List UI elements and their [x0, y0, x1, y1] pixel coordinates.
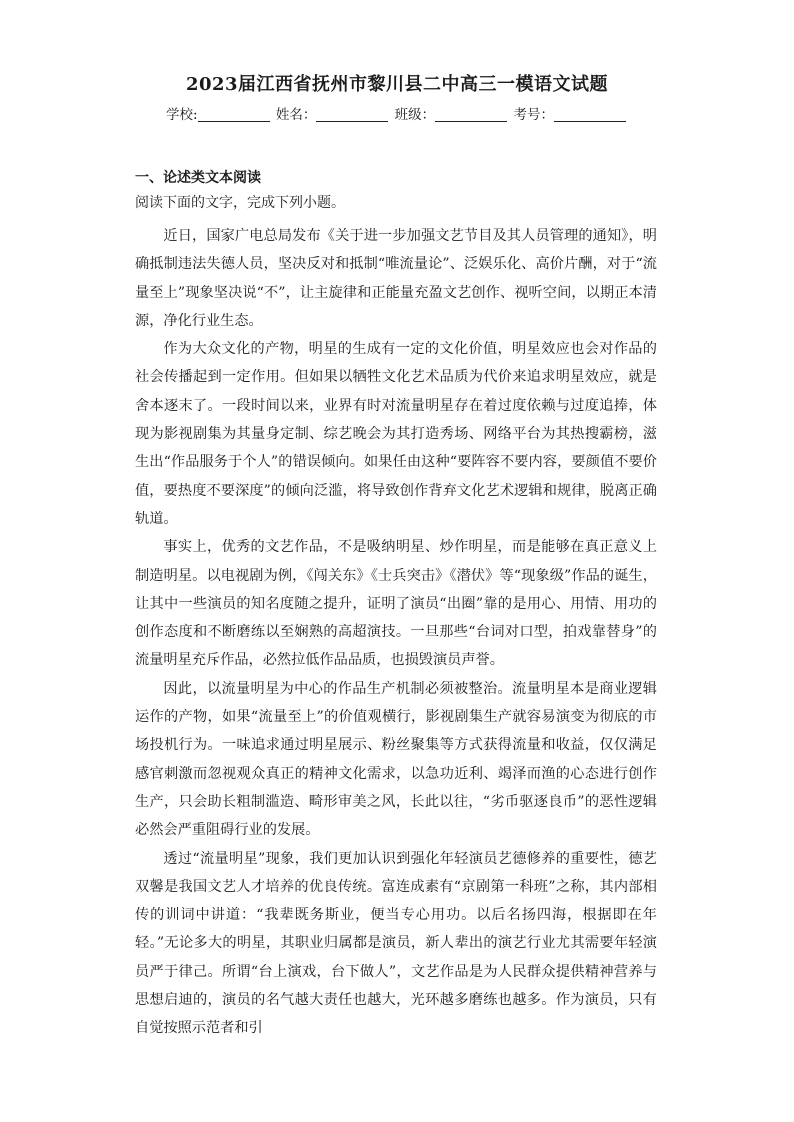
class-label: 班级：: [394, 107, 436, 123]
section-instruction: 阅读下面的文字，完成下列小题。: [135, 195, 345, 211]
school-label: 学校:: [166, 107, 198, 123]
exam-title: 2023届江西省抚州市黎川县二中高三一模语文试题: [185, 74, 609, 95]
passage-paragraph: 近日，国家广电总局发布《关于进一步加强文艺节目及其人员管理的通知》，明确抵制违法失德人员，坚决反对和抵制“唯流量论”、泛娱乐化、高价片酬，对于“流量至上”现象坚决说“不”，让主旋律和正能量充盈文艺创作、视听空间，以期正本清源，净化行业生态。: [135, 228, 657, 329]
exam-number-label: 考号：: [513, 107, 554, 123]
school-blank: [198, 107, 270, 122]
name-blank: [316, 107, 388, 122]
section-heading: 一、论述类文本阅读: [135, 170, 261, 186]
passage-paragraph: 因此，以流量明星为中心的作品生产机制必须被整治。流量明星本是商业逻辑运作的产物，如果“流量至上”的价值观横行，影视剧集生产就容易演变为彻底的市场投机行为。一味追求通过明星展示、粉丝聚集等方式获得流量和收益，仅仅满足感官刺激而忽视观众真正的精神文化需求，以急功近利、竭泽而渔的心态进行创作生产，只会助长粗制滥造、畸形审美之风，长此以往，“劣币驱逐良币”的恶性逻辑必然会严重阻碍行业的发展。: [135, 680, 657, 839]
student-info-line: [0, 103, 794, 123]
passage-paragraph: 透过“流量明星”现象，我们更加认识到强化年轻演员艺德修养的重要性，德艺双馨是我国文艺人才培养的优良传统。富连成素有“京剧第一科班”之称，其内部相传的训词中讲道：“我辈既务斯业，便当专心用功。以后名扬四海，根据即在年轻。”无论多大的明星，其职业归属都是演员，新人辈出的演艺行业尤其需要年轻演员严于律己。所谓“台上演戏，台下做人”，文艺作品是为人民群众提供精神营养与思想启迪的，演员的名气越大责任也越大，光环越多磨练也越多。作为演员，只有自觉按照示范者和引: [135, 850, 657, 1037]
exam-number-blank: [554, 107, 626, 122]
class-blank: [435, 107, 507, 122]
passage-paragraph: 作为大众文化的产物，明星的生成有一定的文化价值，明星效应也会对作品的社会传播起到一定作用。但如果以牺牲文化艺术品质为代价来追求明星效应，就是舍本逐末了。一段时间以来，业界有时对流量明星存在着过度依赖与过度追捧，体现为影视剧集为其量身定制、综艺晚会为其打造秀场、网络平台为其热搜霸榜，滋生出“作品服务于个人”的错误倾向。如果任由这种“要阵容不要内容，要颜值不要价值，要热度不要深度”的倾向泛滥，将导致创作背弃文化艺术逻辑和规律，脱离正确轨道。: [135, 341, 657, 527]
name-label: 姓名：: [275, 107, 317, 123]
reading-passage: [135, 222, 657, 1043]
passage-paragraph: 事实上，优秀的文艺作品，不是吸纳明星、炒作明星，而是能够在真正意义上制造明星。以电视剧为例，《闯关东》《士兵突击》《潜伏》等“现象级”作品的诞生，让其中一些演员的知名度随之提升，证明了演员“出圈”靠的是用心、用情、用功的创作态度和不断磨练以至娴熟的高超演技。一旦那些“台词对口型，拍戏靠替身”的流量明星充斥作品，必然拉低作品品质，也损毁演员声誉。: [135, 539, 657, 669]
